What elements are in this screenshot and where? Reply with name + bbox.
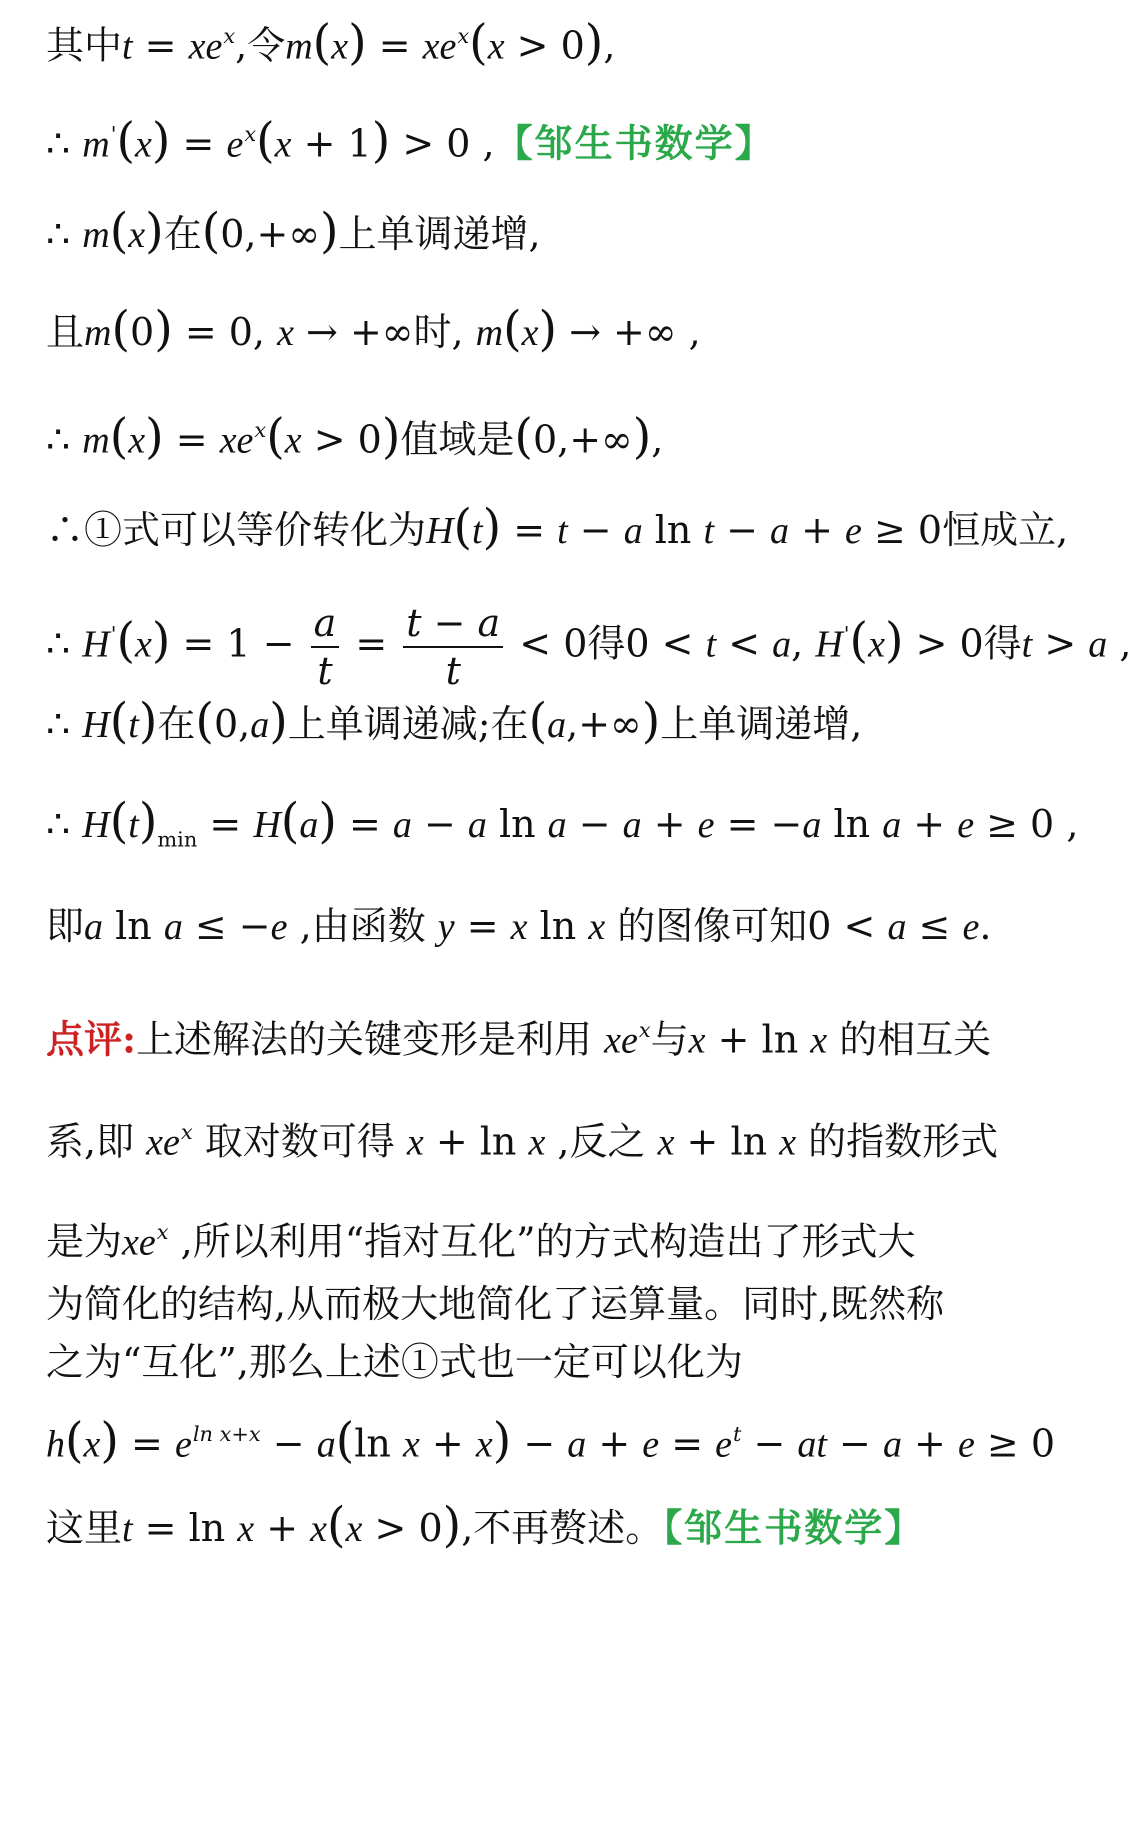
watermark-tag: 【邹生书数学】 xyxy=(663,1505,925,1550)
line-17: 这里t = ln x + x(x > 0),不再赘述。【邹生书数学】 xyxy=(46,1498,925,1553)
line-4: 且m(0) = 0, x → +∞时, m(x) → +∞ , xyxy=(46,302,701,357)
line-2: ∴ $m'(x) = e^x(x + 1) > 0$ ,【邹生书数学】 xyxy=(46,113,775,169)
line-16: $h(x) = e^{ln x+x} - a(\ln$ $x + x) - a + e = e^t$ − at − a + e ≥ 0 xyxy=(46,1413,1056,1469)
remark-label: 点评: xyxy=(46,1016,137,1062)
line-14: 为简化的结构,从而极大地简化了运算量。同时,既然称 xyxy=(46,1282,945,1326)
fraction-t-minus-a-over-t: $\frac{t - a}{t}$ xyxy=(403,600,503,694)
line-10: 即a ln a ≤ −e ,由函数 y = x ln x 的图像可知0 < a ≤ e. xyxy=(46,904,992,948)
fraction-a-over-t: $\frac{a}{t}$ xyxy=(311,600,340,694)
line-5: ∴ $m(x) = xe^x(x > 0)$值域是(0,+∞), xyxy=(46,409,664,465)
line-6: ∴①式可以等价转化为H(t) = t − a ln t − a + e ≥ 0恒成立, xyxy=(46,500,1069,555)
line-7: ∴ H'(x) = 1 − $\frac{a}{t}$ = $\frac{t - a}{t}$ < 0得0 < t < a, H'(x) > 0得t > a , xyxy=(46,601,1131,693)
line-3: ∴ m(x)在(0,+∞)上单调递增, xyxy=(46,204,541,259)
line-13: 是为$xe^x$ ,所以利用“指对互化”的方式构造出了形式大 xyxy=(46,1219,916,1264)
line-12: 系,即 $xe^x$ 取对数可得 x + ln x ,反之 x + ln x 的指数形式 xyxy=(46,1119,999,1164)
watermark-tag: 【邹生书数学】 xyxy=(494,120,775,166)
line-1: 其中$t = xe^x$,令$m(x) = xe^x(x > 0)$, xyxy=(46,15,616,71)
line-15: 之为“互化”,那么上述①式也一定可以化为 xyxy=(46,1340,743,1384)
line-11: 点评:上述解法的关键变形是利用 $xe^x$与x + ln x 的相互关 xyxy=(46,1016,992,1062)
line-8: ∴ H(t)在(0,a)上单调递减;在(a,+∞)上单调递增, xyxy=(46,694,863,749)
line-9: ∴ $H(t)_{min} = H(a) = a - a$ ln a − a + e = −a ln a + e ≥ 0 , xyxy=(46,794,1079,852)
